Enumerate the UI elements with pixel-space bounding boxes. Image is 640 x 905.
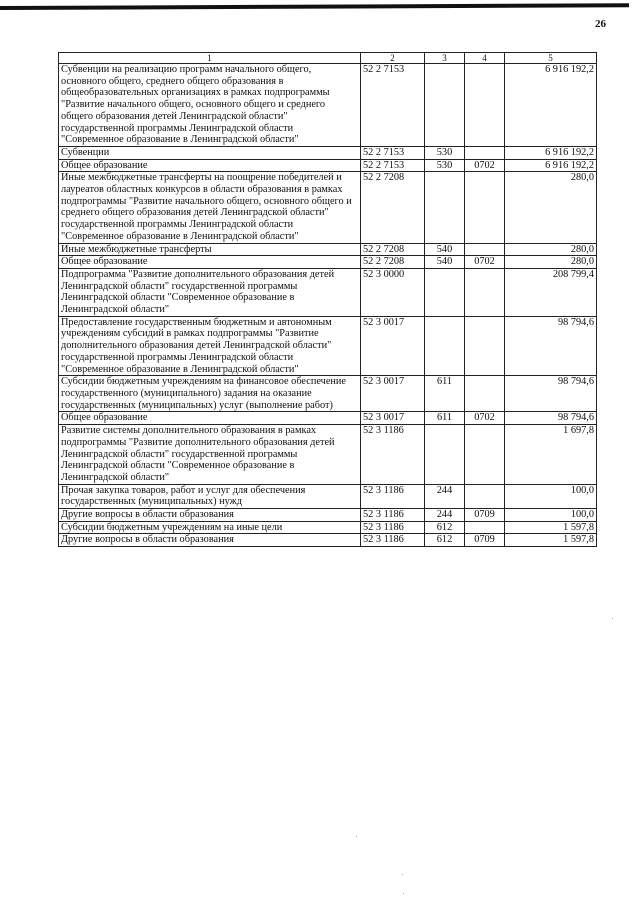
cell-code: 52 3 0000: [361, 268, 425, 316]
cell-name: Развитие системы дополнительного образования в рамках подпрограммы "Развитие дополнительного образования детей Ленинградской области" государственной программы Ленинградской области "Современное образование в Ленинградской области": [59, 425, 361, 485]
cell-amount: 1 597,8: [505, 534, 597, 547]
cell-expense-type: 530: [425, 159, 465, 172]
cell-amount: 280,0: [505, 256, 597, 269]
cell-section: [465, 376, 505, 412]
cell-name: Прочая закупка товаров, работ и услуг для обеспечения государственных (муниципальных) нужд: [59, 484, 361, 508]
table-row: [59, 64, 597, 147]
cell-amount: 98 794,6: [505, 316, 597, 376]
cell-expense-type: [425, 316, 465, 376]
table-row: [59, 509, 597, 522]
cell-expense-type: 244: [425, 509, 465, 522]
table-row: [59, 425, 597, 485]
cell-amount: 280,0: [505, 172, 597, 243]
cell-amount: 280,0: [505, 243, 597, 256]
cell-expense-type: 611: [425, 376, 465, 412]
cell-section: [465, 521, 505, 534]
cell-expense-type: [425, 268, 465, 316]
table-row: [59, 484, 597, 508]
cell-code: 52 2 7153: [361, 159, 425, 172]
cell-code: 52 3 1186: [361, 509, 425, 522]
cell-expense-type: [425, 425, 465, 485]
cell-expense-type: [425, 172, 465, 243]
cell-code: 52 3 1186: [361, 425, 425, 485]
table-row: [59, 146, 597, 159]
cell-section: [465, 146, 505, 159]
cell-amount: 100,0: [505, 509, 597, 522]
cell-name: Подпрограмма "Развитие дополнительного образования детей Ленинградской области" государственной программы Ленинградской области "Современное образование в Ленинградской области": [59, 268, 361, 316]
cell-section: 0709: [465, 509, 505, 522]
cell-section: 0709: [465, 534, 505, 547]
cell-name: Субсидии бюджетным учреждениям на иные цели: [59, 521, 361, 534]
budget-table: [58, 52, 597, 547]
page-number: 26: [595, 18, 606, 30]
header-row: [59, 53, 597, 64]
cell-name: Иные межбюджетные трансферты на поощрение победителей и лауреатов областных конкурсов в области образования в рамках подпрограммы "Развитие начального общего, основного общего и среднего общего образования детей Ленинградской области" государственной программы Ленинградской области "Современное образование в Ленинградской области": [59, 172, 361, 243]
cell-section: [465, 172, 505, 243]
header-col-1: 1: [59, 53, 361, 64]
cell-section: [465, 243, 505, 256]
table-row: [59, 159, 597, 172]
scan-speck: [403, 893, 404, 894]
cell-name: Общее образование: [59, 256, 361, 269]
scan-speck: [402, 874, 403, 875]
table-row: [59, 256, 597, 269]
cell-name: Иные межбюджетные трансферты: [59, 243, 361, 256]
cell-name: Субвенции на реализацию программ начального общего, основного общего, среднего общего образования в общеобразовательных организациях в рамках подпрограммы "Развитие начального общего, основного общего и среднего общего образования детей Ленинградской области" государственной программы Ленинградской области "Современное образование в Ленинградской области": [59, 64, 361, 147]
table-row: [59, 316, 597, 376]
cell-section: 0702: [465, 256, 505, 269]
header-col-2: 2: [361, 53, 425, 64]
header-col-4: 4: [465, 53, 505, 64]
cell-code: 52 3 1186: [361, 521, 425, 534]
table-row: [59, 521, 597, 534]
cell-name: Субвенции: [59, 146, 361, 159]
cell-code: 52 2 7208: [361, 256, 425, 269]
cell-code: 52 3 0017: [361, 412, 425, 425]
cell-expense-type: 540: [425, 256, 465, 269]
cell-section: [465, 484, 505, 508]
cell-name: Субсидии бюджетным учреждениям на финансовое обеспечение государственного (муниципального) задания на оказание государственных (муниципальных) услуг (выполнение работ): [59, 376, 361, 412]
cell-expense-type: 530: [425, 146, 465, 159]
cell-code: 52 3 1186: [361, 534, 425, 547]
cell-amount: 98 794,6: [505, 412, 597, 425]
cell-expense-type: 244: [425, 484, 465, 508]
table-body: [59, 64, 597, 547]
cell-name: Предоставление государственным бюджетным и автономным учреждениям субсидий в рамках подпрограммы "Развитие дополнительного образования детей Ленинградской области" государственной программы Ленинградской области "Современное образование в Ленинградской области": [59, 316, 361, 376]
cell-amount: 100,0: [505, 484, 597, 508]
table-header: [59, 53, 597, 64]
table-row: [59, 172, 597, 243]
header-col-3: 3: [425, 53, 465, 64]
cell-name: Общее образование: [59, 159, 361, 172]
top-rule: [0, 3, 629, 10]
cell-amount: 1 697,8: [505, 425, 597, 485]
cell-section: [465, 64, 505, 147]
cell-name: Другие вопросы в области образования: [59, 509, 361, 522]
table-row: [59, 412, 597, 425]
cell-code: 52 3 0017: [361, 316, 425, 376]
cell-section: 0702: [465, 159, 505, 172]
cell-amount: 6 916 192,2: [505, 146, 597, 159]
cell-section: 0702: [465, 412, 505, 425]
cell-expense-type: 612: [425, 521, 465, 534]
cell-amount: 6 916 192,2: [505, 64, 597, 147]
cell-expense-type: 612: [425, 534, 465, 547]
cell-expense-type: [425, 64, 465, 147]
scan-speck: [612, 618, 613, 619]
cell-amount: 6 916 192,2: [505, 159, 597, 172]
cell-code: 52 2 7208: [361, 243, 425, 256]
cell-amount: 98 794,6: [505, 376, 597, 412]
cell-section: [465, 316, 505, 376]
cell-section: [465, 425, 505, 485]
table-row: [59, 268, 597, 316]
cell-amount: 208 799,4: [505, 268, 597, 316]
cell-code: 52 3 1186: [361, 484, 425, 508]
scan-speck: [356, 836, 357, 837]
cell-code: 52 2 7153: [361, 146, 425, 159]
header-col-5: 5: [505, 53, 597, 64]
table-row: [59, 376, 597, 412]
cell-code: 52 3 0017: [361, 376, 425, 412]
cell-code: 52 2 7153: [361, 64, 425, 147]
cell-amount: 1 597,8: [505, 521, 597, 534]
cell-section: [465, 268, 505, 316]
cell-code: 52 2 7208: [361, 172, 425, 243]
cell-name: Общее образование: [59, 412, 361, 425]
table-row: [59, 534, 597, 547]
table-row: [59, 243, 597, 256]
cell-expense-type: 540: [425, 243, 465, 256]
cell-expense-type: 611: [425, 412, 465, 425]
cell-name: Другие вопросы в области образования: [59, 534, 361, 547]
